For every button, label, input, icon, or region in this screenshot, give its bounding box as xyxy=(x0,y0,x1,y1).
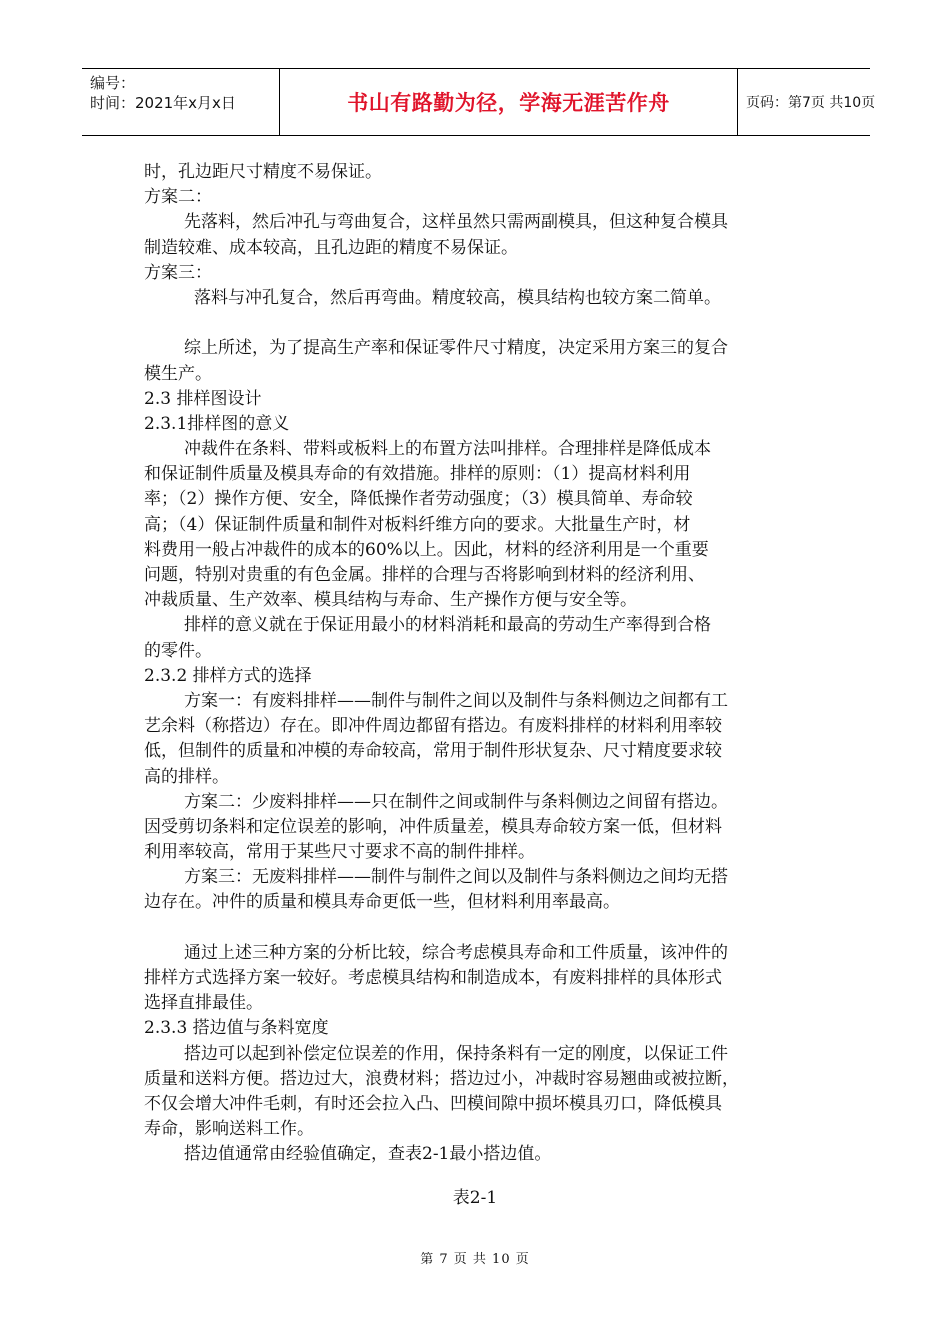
document-body xyxy=(144,160,812,1168)
text-line: 2.3.3 搭边值与条料宽度 xyxy=(144,1018,329,1039)
header-motto: 书山有路勤为径，学海无涯苦作舟 xyxy=(280,69,738,135)
text-line: 率；（2）操作方便、安全，降低操作者劳动强度；（3）模具简单、寿命较 xyxy=(144,489,693,510)
text-line: 综上所述，为了提高生产率和保证零件尺寸精度，决定采用方案三的复合 xyxy=(184,338,728,359)
header-page-info: 页码：第7页 共10页 xyxy=(746,95,876,111)
text-line: 2.3.2 排样方式的选择 xyxy=(144,665,312,686)
text-line: 2.3.1排样图的意义 xyxy=(144,413,290,434)
text-line: 制造较难、成本较高，且孔边距的精度不易保证。 xyxy=(144,237,518,258)
blank-line xyxy=(144,916,812,941)
text-line: 落料与冲孔复合，然后再弯曲。精度较高，模具结构也较方案二简单。 xyxy=(194,287,721,308)
text-line: 通过上述三种方案的分析比较，综合考虑模具寿命和工件质量，该冲件的 xyxy=(184,942,728,963)
text-line: 和保证制件质量及模具寿命的有效措施。排样的原则：（1）提高材料利用 xyxy=(144,464,691,485)
text-line: 方案二：少废料排样——只在制件之间或制件与条料侧边之间留有搭边。 xyxy=(184,791,728,812)
page-header xyxy=(82,68,876,136)
text-line: 冲裁件在条料、带料或板料上的布置方法叫排样。合理排样是降低成本 xyxy=(184,439,711,460)
text-line: 的零件。 xyxy=(144,640,212,661)
text-line: 先落料，然后冲孔与弯曲复合，这样虽然只需两副模具，但这种复合模具 xyxy=(184,212,728,233)
text-line: 方案三：无废料排样——制件与制件之间以及制件与条料侧边之间均无搭 xyxy=(184,867,728,888)
text-line: 搭边值通常由经验值确定，查表2-1最小搭边值。 xyxy=(184,1144,552,1165)
text-line: 艺余料（称搭边）存在。即冲件周边都留有搭边。有废料排样的材料利用率较 xyxy=(144,716,722,737)
text-line: 排样的意义就在于保证用最小的材料消耗和最高的劳动生产率得到合格 xyxy=(184,615,711,636)
text-line: 因受剪切条料和定位误差的影响，冲件质量差，模具寿命较方案一低，但材料 xyxy=(144,816,722,837)
table-caption: 表2-1 xyxy=(452,1188,498,1208)
text-line: 冲裁质量、生产效率、模具结构与寿命、生产操作方便与安全等。 xyxy=(144,590,637,611)
document-number-label: 编号： xyxy=(90,74,136,92)
page-footer: 第 7 页 共 10 页 xyxy=(420,1252,530,1267)
text-line: 质量和送料方便。搭边过大，浪费材料；搭边过小，冲裁时容易翘曲或被拉断， xyxy=(144,1068,739,1089)
text-line: 时，孔边距尺寸精度不易保证。 xyxy=(144,162,382,182)
text-line: 排样方式选择方案一较好。考虑模具结构和制造成本，有废料排样的具体形式 xyxy=(144,968,722,988)
text-line: 低，但制件的质量和冲模的寿命较高，常用于制件形状复杂、尺寸精度要求较 xyxy=(144,741,722,762)
text-line: 不仅会增大冲件毛刺，有时还会拉入凸、凹模间隙中损坏模具刃口，降低模具 xyxy=(144,1093,722,1114)
text-line: 选择直排最佳。 xyxy=(144,993,263,1014)
text-line: 方案三： xyxy=(144,262,212,283)
text-line: 高的排样。 xyxy=(144,766,229,787)
text-line: 边存在。冲件的质量和模具寿命更低一些，但材料利用率最高。 xyxy=(144,892,620,913)
blank-line xyxy=(144,311,812,336)
text-line: 方案二： xyxy=(144,187,212,208)
document-date-label: 时间：2021年x月x日 xyxy=(90,94,236,112)
text-line: 方案一：有废料排样——制件与制件之间以及制件与条料侧边之间都有工 xyxy=(184,690,728,711)
text-line: 高；（4）保证制件质量和制件对板料纤维方向的要求。大批量生产时，材 xyxy=(144,514,691,535)
text-line: 模生产。 xyxy=(144,363,212,384)
text-line: 问题，特别对贵重的有色金属。排样的合理与否将影响到材料的经济利用、 xyxy=(144,565,705,585)
text-line: 2.3 排样图设计 xyxy=(144,388,262,409)
text-line: 利用率较高，常用于某些尺寸要求不高的制件排样。 xyxy=(144,842,535,863)
header-meta xyxy=(82,69,280,135)
text-line: 料费用一般占冲裁件的成本的60%以上。因此，材料的经济利用是一个重要 xyxy=(144,539,709,560)
text-line: 搭边可以起到补偿定位误差的作用，保持条料有一定的刚度，以保证工件 xyxy=(184,1043,728,1064)
text-line: 寿命，影响送料工作。 xyxy=(144,1119,314,1140)
